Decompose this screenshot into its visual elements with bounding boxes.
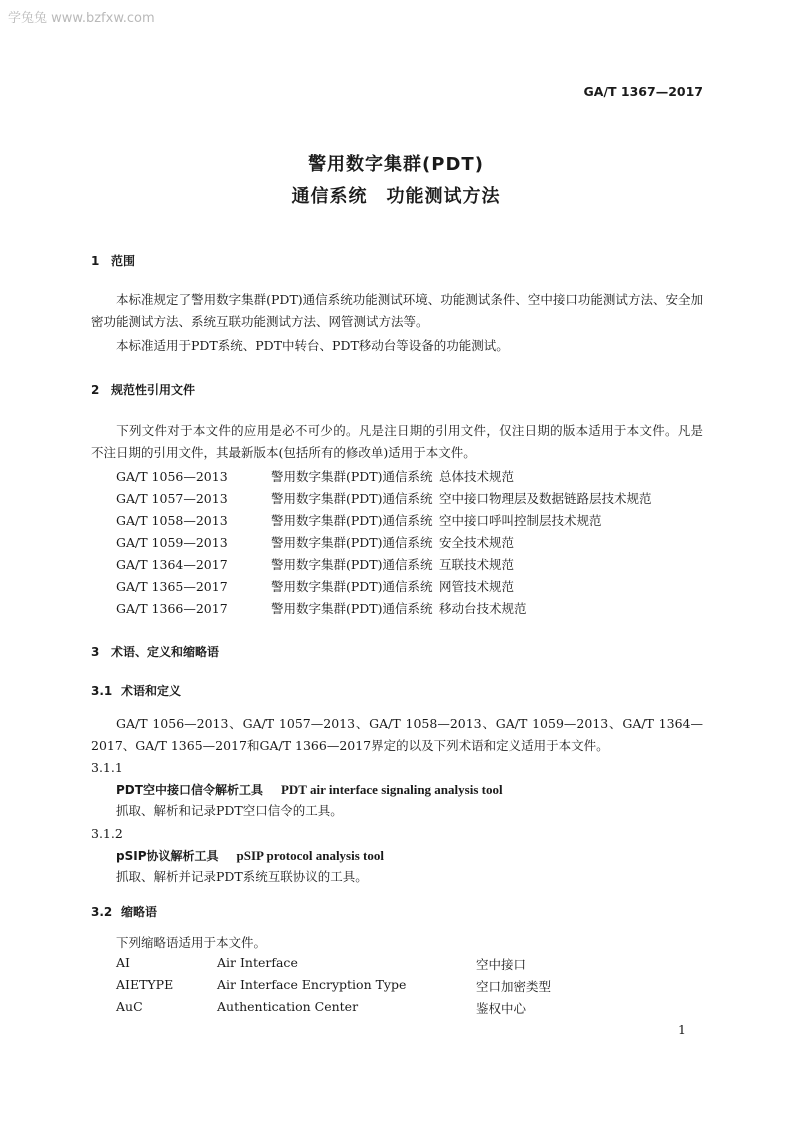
abbr-zh: 鉴权中心 — [476, 1001, 527, 1016]
section-number: 3 — [91, 645, 100, 659]
term-number: 3.1.1 — [91, 760, 123, 775]
sec2-paragraph-1 — [91, 420, 703, 464]
abbr-full: Authentication Center — [217, 999, 359, 1014]
section-number: 1 — [91, 254, 100, 268]
abbr-zh: 空中接口 — [476, 957, 527, 972]
page-number: 1 — [678, 1022, 686, 1037]
section-3-1-heading — [91, 682, 181, 699]
ref-series: 警用数字集群(PDT)通信系统 — [271, 557, 433, 572]
section-2-heading — [91, 381, 195, 398]
reference-item — [116, 577, 514, 595]
sec1-paragraph-1 — [91, 289, 703, 333]
sec32-paragraph-1: 下列缩略语适用于本文件。 — [116, 935, 267, 950]
sec31-paragraph-1 — [91, 713, 703, 757]
ref-name: 空中接口呼叫控制层技术规范 — [439, 513, 602, 528]
reference-item — [116, 467, 514, 485]
term-number: 3.1.2 — [91, 826, 123, 841]
term-heading — [116, 781, 503, 798]
section-3-heading — [91, 643, 219, 660]
ref-code: GA/T 1364—2017 — [116, 557, 228, 572]
section-number: 3.1 — [91, 684, 113, 698]
sec1-paragraph-2 — [91, 335, 703, 357]
doc-title-line2: 通信系统 功能测试方法 — [291, 186, 501, 207]
term-zh: pSIP协议解析工具 — [116, 849, 219, 863]
ref-name: 空中接口物理层及数据链路层技术规范 — [439, 491, 652, 506]
term-en: PDT air interface signaling analysis tool — [280, 782, 503, 797]
abbr-term: AIETYPE — [116, 977, 174, 992]
ref-series: 警用数字集群(PDT)通信系统 — [271, 579, 433, 594]
reference-item — [116, 599, 527, 617]
section-number: 2 — [91, 383, 100, 397]
ref-code: GA/T 1059—2013 — [116, 535, 228, 550]
reference-item — [116, 489, 652, 507]
abbr-zh: 空口加密类型 — [476, 979, 552, 994]
reference-item — [116, 511, 602, 529]
term-definition: 抓取、解析并记录PDT系统互联协议的工具。 — [116, 869, 368, 884]
ref-code: GA/T 1057—2013 — [116, 491, 228, 506]
ref-series: 警用数字集群(PDT)通信系统 — [271, 491, 433, 506]
ref-name: 互联技术规范 — [439, 557, 515, 572]
reference-item — [116, 555, 514, 573]
abbr-term: AuC — [116, 999, 143, 1014]
section-title: 术语、定义和缩略语 — [111, 645, 220, 659]
term-en: pSIP protocol analysis tool — [236, 848, 384, 863]
ref-code: GA/T 1365—2017 — [116, 579, 228, 594]
standard-number: GA/T 1367—2017 — [583, 84, 703, 99]
section-title: 规范性引用文件 — [111, 383, 196, 397]
section-3-2-heading — [91, 903, 157, 920]
abbr-full: Air Interface — [217, 955, 298, 970]
term-zh: PDT空中接口信令解析工具 — [116, 783, 263, 797]
ref-series: 警用数字集群(PDT)通信系统 — [271, 601, 433, 616]
paragraph-text: 下列文件对于本文件的应用是必不可少的。凡是注日期的引用文件，仅注日期的版本适用于本文件。凡是不注日期的引用文件，其最新版本(包括所有的修改单)适用于本文件。 — [91, 423, 703, 460]
ref-series: 警用数字集群(PDT)通信系统 — [271, 469, 433, 484]
section-title: 范围 — [111, 254, 136, 268]
section-1-heading — [91, 252, 135, 269]
reference-item — [116, 533, 514, 551]
ref-code: GA/T 1366—2017 — [116, 601, 228, 616]
term-heading — [116, 847, 384, 864]
section-number: 3.2 — [91, 905, 113, 919]
ref-name: 移动台技术规范 — [439, 601, 527, 616]
ref-name: 总体技术规范 — [439, 469, 515, 484]
ref-name: 安全技术规范 — [439, 535, 515, 550]
term-definition: 抓取、解析和记录PDT空口信令的工具。 — [116, 803, 343, 818]
paragraph-text: 本标准规定了警用数字集群(PDT)通信系统功能测试环境、功能测试条件、空中接口功能测试方法、安全加密功能测试方法、系统互联功能测试方法、网管测试方法等。 — [91, 292, 703, 329]
abbr-term: AI — [116, 955, 130, 970]
section-title: 术语和定义 — [121, 684, 182, 698]
ref-series: 警用数字集群(PDT)通信系统 — [271, 535, 433, 550]
ref-code: GA/T 1058—2013 — [116, 513, 228, 528]
section-title: 缩略语 — [121, 905, 158, 919]
doc-title-line1: 警用数字集群(PDT) — [308, 154, 484, 175]
ref-name: 网管技术规范 — [439, 579, 515, 594]
ref-code: GA/T 1056—2013 — [116, 469, 228, 484]
watermark: 学兔兔 www.bzfxw.com — [8, 11, 155, 26]
ref-series: 警用数字集群(PDT)通信系统 — [271, 513, 433, 528]
paragraph-text: 本标准适用于PDT系统、PDT中转台、PDT移动台等设备的功能测试。 — [116, 338, 509, 353]
abbr-full: Air Interface Encryption Type — [217, 977, 407, 992]
paragraph-text: GA/T 1056—2013、GA/T 1057—2013、GA/T 1058—2013、GA/T 1059—2013、GA/T 1364—2017、GA/T 1365—2017和GA/T 1366—2017界定的以及下列术语和定义适用于本文件。 — [91, 716, 703, 753]
